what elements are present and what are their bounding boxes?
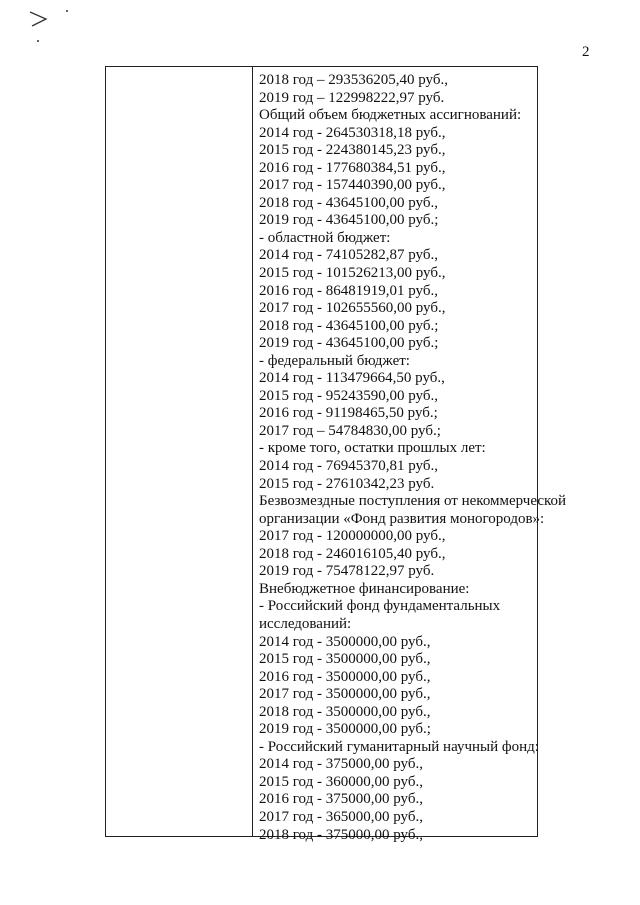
text-line: 2015 год - 360000,00 руб., — [259, 773, 423, 790]
text-line: 2015 год - 224380145,23 руб., — [259, 142, 446, 159]
text-line: 2018 год - 43645100,00 руб., — [259, 194, 438, 211]
text-line: 2017 год - 120000000,00 руб., — [259, 528, 446, 545]
text-line: 2017 год – 54784830,00 руб.; — [259, 422, 441, 439]
text-line: 2019 год - 43645100,00 руб.; — [259, 335, 439, 352]
text-line: 2017 год - 102655560,00 руб., — [259, 300, 446, 317]
text-line: 2015 год - 3500000,00 руб., — [259, 651, 431, 668]
text-line: исследований: — [259, 615, 352, 632]
text-line: 2018 год - 3500000,00 руб., — [259, 703, 431, 720]
text-line: Внебюджетное финансирование: — [259, 580, 470, 597]
scan-speck — [37, 40, 39, 42]
text-line: 2017 год - 365000,00 руб., — [259, 808, 423, 825]
scan-speck — [66, 10, 68, 12]
text-line: - федеральный бюджет: — [259, 352, 410, 369]
text-line: - Российский гуманитарный научный фонд: — [259, 738, 539, 755]
text-line: 2018 год – 293536205,40 руб., — [259, 72, 448, 88]
column-divider — [252, 67, 253, 836]
text-line: - Российский фонд фундаментальных — [259, 598, 501, 615]
text-line: 2014 год - 76945370,81 руб., — [259, 458, 438, 475]
text-line: 2016 год - 3500000,00 руб., — [259, 668, 431, 685]
text-line: 2019 год - 3500000,00 руб.; — [259, 721, 431, 738]
text-line: 2019 год - 75478122,97 руб. — [259, 563, 435, 580]
page-number: 2 — [582, 44, 590, 60]
text-line: 2017 год - 3500000,00 руб., — [259, 686, 431, 703]
text-line: 2016 год - 91198465,50 руб.; — [259, 405, 438, 422]
text-line: 2014 год - 3500000,00 руб., — [259, 633, 431, 650]
text-line: 2015 год - 27610342,23 руб. — [259, 475, 435, 492]
text-line: 2018 год - 43645100,00 руб.; — [259, 317, 439, 334]
text-line: 2014 год - 113479664,50 руб., — [259, 370, 445, 387]
text-line: 2014 год - 375000,00 руб., — [259, 756, 423, 773]
text-line: 2018 год - 375000,00 руб., — [259, 826, 423, 843]
text-line: 2014 год - 74105282,87 руб., — [259, 247, 438, 264]
text-line: 2014 год - 264530318,18 руб., — [259, 124, 446, 141]
text-line: - областной бюджет: — [259, 229, 391, 246]
handwritten-mark — [28, 6, 52, 30]
funding-text-cell — [259, 72, 567, 844]
text-line: 2018 год - 246016105,40 руб., — [259, 545, 446, 562]
text-line: Безвозмездные поступления от некоммерческой — [259, 493, 567, 510]
text-line: организации «Фонд развития моногородов»: — [259, 510, 545, 527]
text-line: 2016 год - 177680384,51 руб., — [259, 159, 446, 176]
text-line: 2015 год - 101526213,00 руб., — [259, 265, 446, 282]
text-line: 2019 год – 122998222,97 руб. — [259, 89, 445, 106]
text-line: Общий объем бюджетных ассигнований: — [259, 107, 522, 124]
passport-table — [105, 66, 567, 843]
text-line: 2016 год - 86481919,01 руб., — [259, 282, 438, 299]
text-line: 2015 год - 95243590,00 руб., — [259, 387, 438, 404]
text-line: 2017 год - 157440390,00 руб., — [259, 177, 446, 194]
text-line: - кроме того, остатки прошлых лет: — [259, 440, 486, 457]
text-line: 2016 год - 375000,00 руб., — [259, 791, 423, 808]
text-line: 2019 год - 43645100,00 руб.; — [259, 212, 439, 229]
